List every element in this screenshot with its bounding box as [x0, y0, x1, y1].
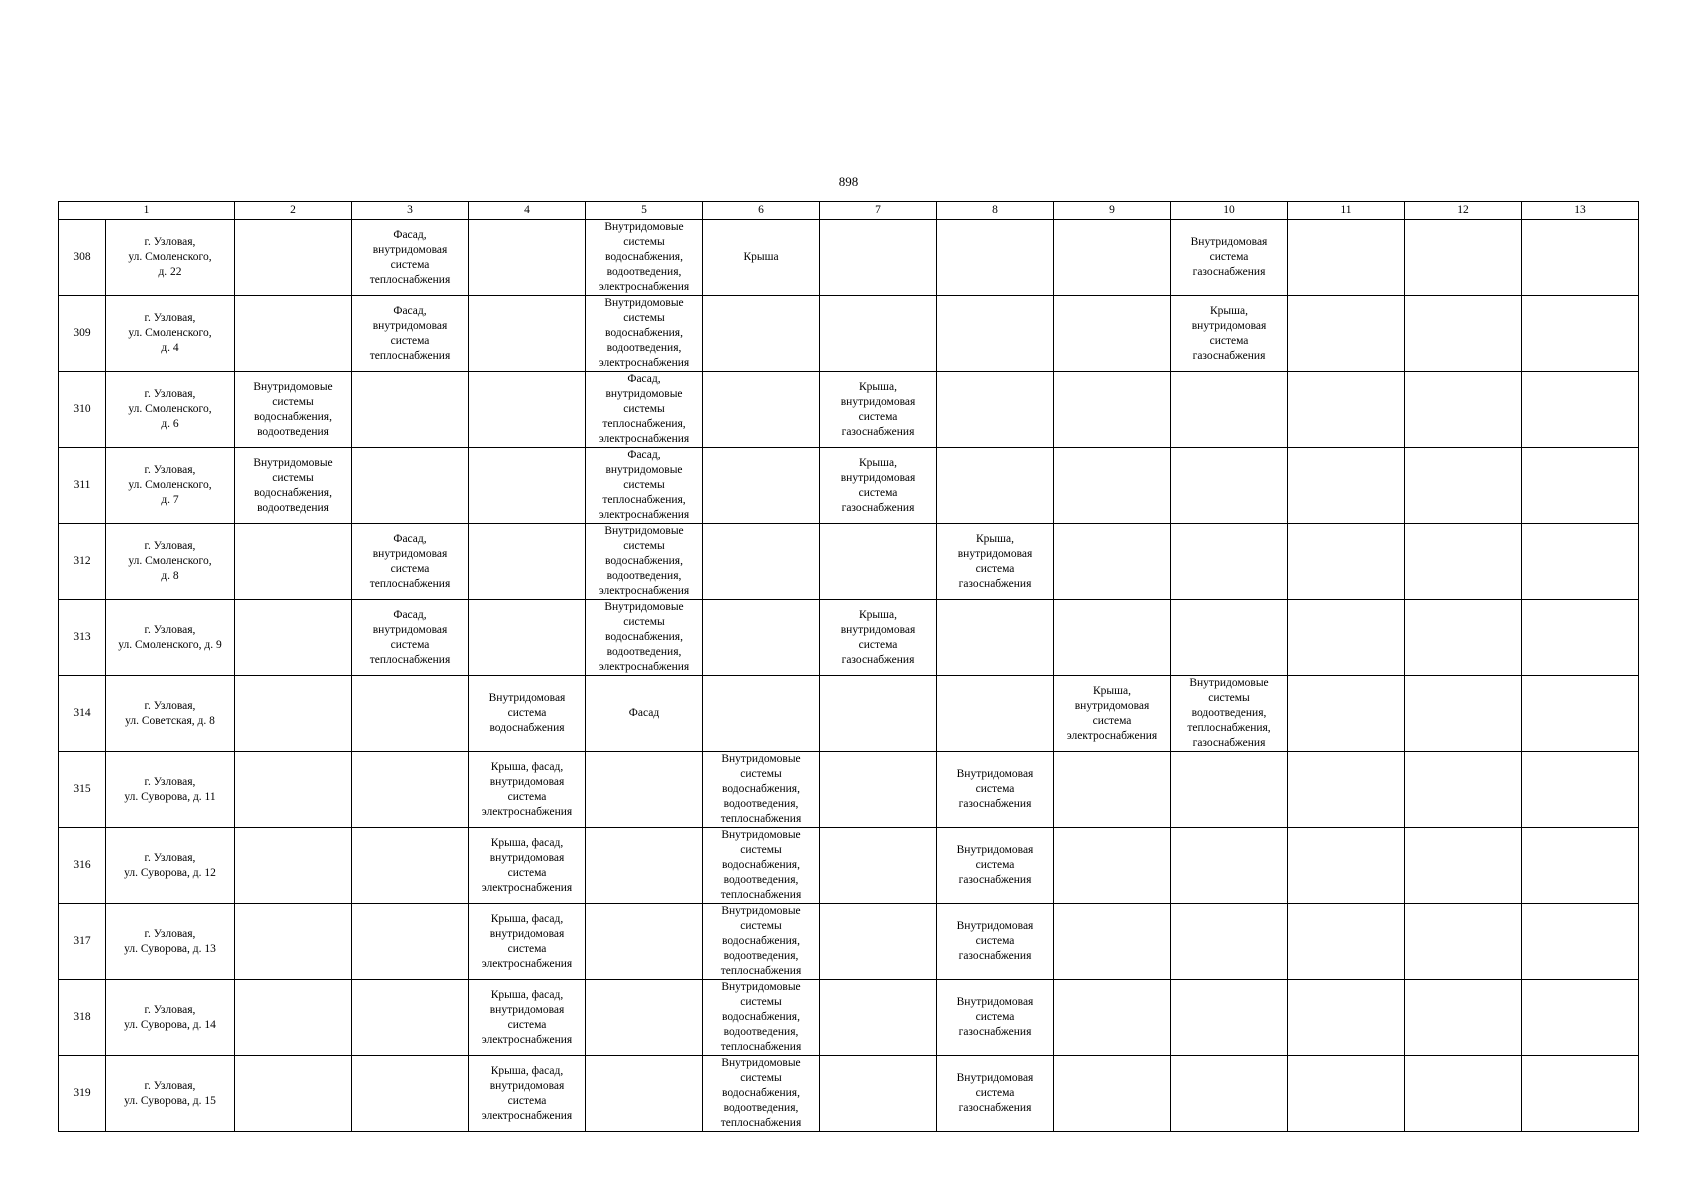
table-row: [59, 448, 1639, 524]
work-cell-col-10: [1171, 980, 1288, 1056]
address-cell: [106, 676, 235, 752]
work-cell-col-10: [1171, 752, 1288, 828]
work-cell-col-4: [469, 904, 586, 980]
work-cell-col-5: [586, 524, 703, 600]
work-cell-col-11: [1288, 372, 1405, 448]
address-cell: [106, 372, 235, 448]
column-header: 6: [703, 202, 820, 220]
work-cell-col-9: [1054, 372, 1171, 448]
work-cell-col-5: [586, 676, 703, 752]
work-cell-col-13: [1522, 372, 1639, 448]
work-cell-col-13: [1522, 676, 1639, 752]
work-cell-col-5: [586, 752, 703, 828]
work-text: Внутридомовая система газоснабжения: [956, 1072, 1034, 1114]
work-cell-col-13: [1522, 752, 1639, 828]
work-cell-col-6: [703, 1056, 820, 1132]
work-cell-col-2: [235, 372, 352, 448]
work-text: Крыша, фасад, внутридомовая система электроснабжения: [481, 1064, 573, 1122]
address-cell: [106, 296, 235, 372]
work-cell-col-13: [1522, 980, 1639, 1056]
work-cell-col-3: [352, 372, 469, 448]
work-cell-col-12: [1405, 828, 1522, 904]
work-cell-col-4: [469, 1056, 586, 1132]
work-cell-col-10: [1171, 600, 1288, 676]
column-header: 8: [937, 202, 1054, 220]
work-cell-col-9: [1054, 828, 1171, 904]
work-text: Фасад, внутридомовая система теплоснабжения: [369, 228, 451, 286]
work-cell-col-12: [1405, 448, 1522, 524]
work-text: Фасад, внутридомовая система теплоснабжения: [369, 608, 451, 666]
work-cell-col-3: [352, 1056, 469, 1132]
work-cell-col-3: [352, 980, 469, 1056]
work-text: Крыша, фасад, внутридомовая система электроснабжения: [481, 760, 573, 818]
work-cell-col-3: [352, 828, 469, 904]
work-cell-col-11: [1288, 296, 1405, 372]
column-header: 3: [352, 202, 469, 220]
work-text: Внутридомовые системы водоснабжения, водоотведения, электроснабжения: [598, 221, 690, 293]
work-cell-col-8: [937, 296, 1054, 372]
work-cell-col-9: [1054, 1056, 1171, 1132]
work-cell-col-6: [703, 752, 820, 828]
address-cell: [106, 904, 235, 980]
work-cell-col-4: [469, 980, 586, 1056]
work-cell-col-11: [1288, 904, 1405, 980]
work-cell-col-6: [703, 828, 820, 904]
work-text: Фасад, внутридомовая система теплоснабжения: [369, 532, 451, 590]
work-text: Внутридомовые системы водоснабжения, водоотведения, электроснабжения: [598, 297, 690, 369]
work-cell-col-6: [703, 220, 820, 296]
column-header: 7: [820, 202, 937, 220]
column-header: 1: [59, 202, 235, 220]
work-cell-col-5: [586, 1056, 703, 1132]
table-row: [59, 752, 1639, 828]
table-row: [59, 676, 1639, 752]
address-cell: [106, 980, 235, 1056]
work-text: Фасад, внутридомовые системы теплоснабжения, электроснабжения: [598, 373, 690, 445]
work-cell-col-4: [469, 600, 586, 676]
address-cell: [106, 448, 235, 524]
work-cell-col-5: [586, 296, 703, 372]
table-row: [59, 904, 1639, 980]
work-cell-col-6: [703, 676, 820, 752]
row-number-cell: 319: [59, 1056, 106, 1132]
column-header: 11: [1288, 202, 1405, 220]
work-cell-col-5: [586, 448, 703, 524]
work-cell-col-12: [1405, 524, 1522, 600]
work-text: Внутридомовые системы водоснабжения, водоотведения, теплоснабжения: [720, 905, 802, 977]
work-cell-col-6: [703, 980, 820, 1056]
table-row: [59, 600, 1639, 676]
work-cell-col-11: [1288, 448, 1405, 524]
work-cell-col-5: [586, 980, 703, 1056]
work-text: Внутридомовая система газоснабжения: [956, 768, 1034, 810]
work-cell-col-4: [469, 828, 586, 904]
work-text: Внутридомовые системы водоснабжения, водоотведения, электроснабжения: [598, 601, 690, 673]
row-number-cell: 317: [59, 904, 106, 980]
work-cell-col-13: [1522, 220, 1639, 296]
work-cell-col-5: [586, 828, 703, 904]
address-text: г. Узловая, ул. Суворова, д. 12: [124, 851, 216, 879]
work-cell-col-8: [937, 448, 1054, 524]
row-number-cell: 310: [59, 372, 106, 448]
work-cell-col-11: [1288, 600, 1405, 676]
work-cell-col-2: [235, 1056, 352, 1132]
work-cell-col-7: [820, 1056, 937, 1132]
work-cell-col-9: [1054, 524, 1171, 600]
work-text: Внутридомовые системы водоснабжения, водоотведения: [253, 456, 333, 514]
work-cell-col-7: [820, 296, 937, 372]
work-cell-col-8: [937, 904, 1054, 980]
header-row: [59, 202, 1639, 220]
table-row: [59, 828, 1639, 904]
work-cell-col-8: [937, 372, 1054, 448]
work-cell-col-10: [1171, 296, 1288, 372]
address-text: г. Узловая, ул. Советская, д. 8: [125, 699, 215, 727]
work-cell-col-7: [820, 904, 937, 980]
work-cell-col-5: [586, 220, 703, 296]
work-cell-col-5: [586, 600, 703, 676]
work-cell-col-10: [1171, 372, 1288, 448]
work-cell-col-6: [703, 296, 820, 372]
column-header: 12: [1405, 202, 1522, 220]
work-cell-col-4: [469, 220, 586, 296]
work-cell-col-9: [1054, 296, 1171, 372]
work-cell-col-12: [1405, 296, 1522, 372]
work-cell-col-13: [1522, 296, 1639, 372]
work-cell-col-7: [820, 524, 937, 600]
work-cell-col-8: [937, 828, 1054, 904]
address-text: г. Узловая, ул. Суворова, д. 14: [124, 1003, 216, 1031]
work-cell-col-12: [1405, 980, 1522, 1056]
work-cell-col-9: [1054, 676, 1171, 752]
work-text: Крыша, внутридомовая система электроснабжения: [1066, 684, 1158, 742]
work-cell-col-9: [1054, 448, 1171, 524]
work-text: Внутридомовые системы водоснабжения, водоотведения: [253, 380, 333, 438]
work-cell-col-7: [820, 372, 937, 448]
work-cell-col-13: [1522, 1056, 1639, 1132]
work-text: Крыша, внутридомовая система газоснабжения: [840, 608, 916, 666]
table-row: [59, 980, 1639, 1056]
work-cell-col-2: [235, 752, 352, 828]
work-cell-col-8: [937, 220, 1054, 296]
work-text: Крыша, внутридомовая система газоснабжения: [1191, 304, 1267, 362]
work-cell-col-9: [1054, 600, 1171, 676]
work-cell-col-6: [703, 524, 820, 600]
work-cell-col-7: [820, 676, 937, 752]
column-header: 9: [1054, 202, 1171, 220]
column-header: 13: [1522, 202, 1639, 220]
work-cell-col-12: [1405, 904, 1522, 980]
work-cell-col-3: [352, 448, 469, 524]
work-cell-col-4: [469, 752, 586, 828]
work-cell-col-9: [1054, 980, 1171, 1056]
work-cell-col-3: [352, 524, 469, 600]
row-number-cell: 313: [59, 600, 106, 676]
work-text: Внутридомовые системы водоснабжения, водоотведения, теплоснабжения: [720, 1057, 802, 1129]
work-text: Внутридомовые системы водоснабжения, водоотведения, теплоснабжения: [720, 981, 802, 1053]
address-text: г. Узловая, ул. Суворова, д. 11: [124, 775, 216, 803]
work-cell-col-13: [1522, 524, 1639, 600]
address-text: г. Узловая, ул. Смоленского, д. 9: [118, 623, 222, 651]
work-cell-col-7: [820, 220, 937, 296]
table-row: [59, 296, 1639, 372]
work-text: Фасад, внутридомовые системы теплоснабжения, электроснабжения: [598, 449, 690, 521]
column-header: 10: [1171, 202, 1288, 220]
work-cell-col-3: [352, 752, 469, 828]
work-cell-col-2: [235, 220, 352, 296]
work-cell-col-3: [352, 904, 469, 980]
work-cell-col-13: [1522, 828, 1639, 904]
address-text: г. Узловая, ул. Смоленского, д. 22: [128, 236, 212, 278]
work-cell-col-8: [937, 676, 1054, 752]
row-number-cell: 314: [59, 676, 106, 752]
table-row: [59, 220, 1639, 296]
row-number-cell: 309: [59, 296, 106, 372]
work-cell-col-6: [703, 448, 820, 524]
work-cell-col-11: [1288, 220, 1405, 296]
work-cell-col-7: [820, 752, 937, 828]
row-number-cell: 312: [59, 524, 106, 600]
address-text: г. Узловая, ул. Смоленского, д. 8: [128, 540, 212, 582]
work-cell-col-8: [937, 1056, 1054, 1132]
table-row: [59, 1056, 1639, 1132]
work-cell-col-11: [1288, 828, 1405, 904]
work-cell-col-10: [1171, 904, 1288, 980]
work-cell-col-10: [1171, 220, 1288, 296]
work-cell-col-2: [235, 828, 352, 904]
table-row: [59, 524, 1639, 600]
work-cell-col-4: [469, 676, 586, 752]
row-number-cell: 308: [59, 220, 106, 296]
work-cell-col-13: [1522, 600, 1639, 676]
column-header: 5: [586, 202, 703, 220]
work-cell-col-12: [1405, 372, 1522, 448]
work-cell-col-6: [703, 600, 820, 676]
work-cell-col-11: [1288, 676, 1405, 752]
address-text: г. Узловая, ул. Суворова, д. 13: [124, 927, 216, 955]
work-cell-col-2: [235, 600, 352, 676]
address-cell: [106, 600, 235, 676]
work-cell-col-6: [703, 904, 820, 980]
address-cell: [106, 828, 235, 904]
work-text: Внутридомовые системы водоснабжения, водоотведения, теплоснабжения: [720, 829, 802, 901]
work-cell-col-8: [937, 752, 1054, 828]
work-text: Крыша: [743, 251, 779, 263]
work-cell-col-3: [352, 600, 469, 676]
table-row: [59, 372, 1639, 448]
row-number-cell: 315: [59, 752, 106, 828]
work-text: Фасад, внутридомовая система теплоснабжения: [369, 304, 451, 362]
work-cell-col-2: [235, 980, 352, 1056]
work-text: Внутридомовая система водоснабжения: [488, 692, 566, 734]
work-cell-col-4: [469, 372, 586, 448]
work-cell-col-11: [1288, 1056, 1405, 1132]
work-cell-col-9: [1054, 220, 1171, 296]
work-cell-col-3: [352, 296, 469, 372]
work-cell-col-11: [1288, 980, 1405, 1056]
work-cell-col-8: [937, 980, 1054, 1056]
work-text: Внутридомовая система газоснабжения: [1190, 236, 1268, 278]
work-text: Внутридомовая система газоснабжения: [956, 844, 1034, 886]
work-cell-col-4: [469, 448, 586, 524]
work-text: Крыша, фасад, внутридомовая система электроснабжения: [481, 912, 573, 970]
work-text: Крыша, фасад, внутридомовая система электроснабжения: [481, 836, 573, 894]
work-cell-col-5: [586, 372, 703, 448]
work-cell-col-10: [1171, 676, 1288, 752]
work-cell-col-5: [586, 904, 703, 980]
work-cell-col-12: [1405, 220, 1522, 296]
work-text: Крыша, фасад, внутридомовая система электроснабжения: [481, 988, 573, 1046]
work-cell-col-7: [820, 980, 937, 1056]
work-text: Внутридомовые системы водоснабжения, водоотведения, теплоснабжения: [720, 753, 802, 825]
work-text: Внутридомовая система газоснабжения: [956, 996, 1034, 1038]
work-cell-col-7: [820, 448, 937, 524]
work-cell-col-10: [1171, 828, 1288, 904]
work-cell-col-2: [235, 904, 352, 980]
work-cell-col-11: [1288, 524, 1405, 600]
work-cell-col-11: [1288, 752, 1405, 828]
work-cell-col-3: [352, 676, 469, 752]
work-cell-col-2: [235, 676, 352, 752]
work-cell-col-2: [235, 524, 352, 600]
work-text: Крыша, внутридомовая система газоснабжения: [957, 532, 1033, 590]
work-cell-col-6: [703, 372, 820, 448]
work-cell-col-8: [937, 600, 1054, 676]
work-cell-col-9: [1054, 752, 1171, 828]
work-cell-col-10: [1171, 524, 1288, 600]
work-cell-col-3: [352, 220, 469, 296]
row-number-cell: 311: [59, 448, 106, 524]
work-text: Внутридомовые системы водоотведения, теплоснабжения, газоснабжения: [1187, 677, 1271, 749]
work-cell-col-13: [1522, 448, 1639, 524]
work-cell-col-4: [469, 524, 586, 600]
table-body: [59, 220, 1639, 1132]
address-text: г. Узловая, ул. Суворова, д. 15: [124, 1079, 216, 1107]
work-text: Внутридомовые системы водоснабжения, водоотведения, электроснабжения: [598, 525, 690, 597]
work-cell-col-12: [1405, 676, 1522, 752]
address-cell: [106, 220, 235, 296]
work-text: Внутридомовая система газоснабжения: [956, 920, 1034, 962]
address-text: г. Узловая, ул. Смоленского, д. 4: [128, 312, 212, 354]
works-table: [58, 201, 1639, 1132]
work-text: Крыша, внутридомовая система газоснабжения: [840, 380, 916, 438]
work-text: Фасад: [628, 707, 660, 719]
address-cell: [106, 752, 235, 828]
work-cell-col-13: [1522, 904, 1639, 980]
work-cell-col-10: [1171, 1056, 1288, 1132]
work-cell-col-2: [235, 448, 352, 524]
work-cell-col-4: [469, 296, 586, 372]
work-cell-col-12: [1405, 752, 1522, 828]
row-number-cell: 318: [59, 980, 106, 1056]
work-text: Крыша, внутридомовая система газоснабжения: [840, 456, 916, 514]
work-cell-col-12: [1405, 600, 1522, 676]
work-cell-col-12: [1405, 1056, 1522, 1132]
address-cell: [106, 524, 235, 600]
work-cell-col-7: [820, 828, 937, 904]
work-cell-col-9: [1054, 904, 1171, 980]
row-number-cell: 316: [59, 828, 106, 904]
column-header: 4: [469, 202, 586, 220]
address-text: г. Узловая, ул. Смоленского, д. 6: [128, 388, 212, 430]
work-cell-col-7: [820, 600, 937, 676]
work-cell-col-2: [235, 296, 352, 372]
work-cell-col-8: [937, 524, 1054, 600]
address-cell: [106, 1056, 235, 1132]
column-header: 2: [235, 202, 352, 220]
work-cell-col-10: [1171, 448, 1288, 524]
page-number: 898: [838, 174, 859, 189]
address-text: г. Узловая, ул. Смоленского, д. 7: [128, 464, 212, 506]
